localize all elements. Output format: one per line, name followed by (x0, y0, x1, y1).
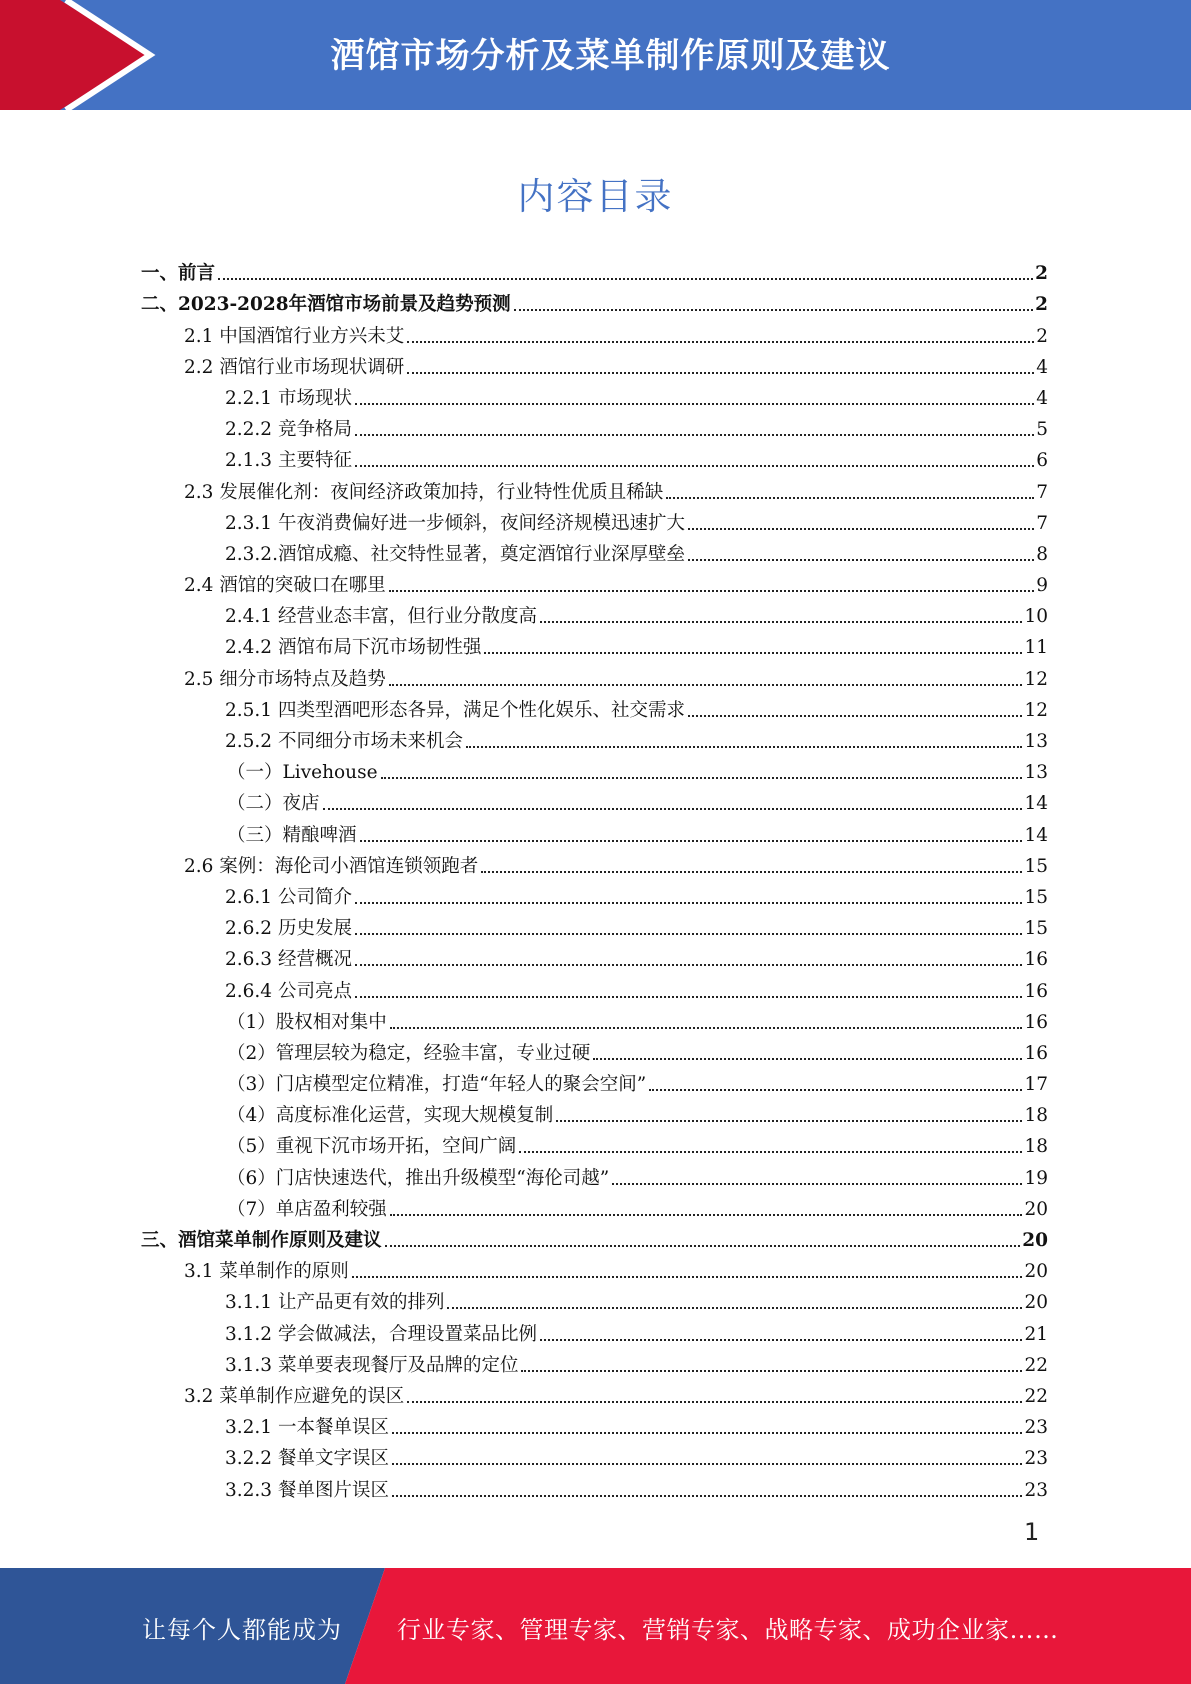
toc-dot-leader (381, 777, 1023, 779)
toc-entry-label: （4）高度标准化运营，实现大规模复制 (227, 1105, 554, 1127)
toc-entry-page: 18 (1024, 1136, 1048, 1158)
toc-dot-leader (352, 1276, 1023, 1278)
toc-dot-leader (519, 1151, 1022, 1153)
toc-entry-label: 2.2.2 竞争格局 (225, 419, 352, 441)
toc-entry[interactable] (141, 1252, 1048, 1283)
toc-entry-page: 7 (1036, 481, 1048, 503)
toc-dot-leader (355, 403, 1034, 405)
toc-entry-label: 2.3.1 午夜消费偏好进一步倾斜，夜间经济规模迅速扩大 (225, 512, 685, 534)
toc-entry[interactable] (141, 1377, 1048, 1408)
toc-entry[interactable] (141, 504, 1048, 535)
toc-entry[interactable] (141, 254, 1048, 285)
toc-entry-page: 16 (1024, 949, 1048, 971)
toc-entry-page: 2 (1035, 294, 1048, 316)
toc-dot-leader (323, 808, 1023, 810)
toc-entry[interactable] (141, 410, 1048, 441)
toc-entry-page: 7 (1036, 512, 1048, 534)
toc-entry[interactable] (141, 815, 1048, 846)
toc-entry[interactable] (141, 441, 1048, 472)
toc-dot-leader (355, 465, 1034, 467)
toc-entry-label: 2.5 细分市场特点及趋势 (184, 668, 386, 690)
toc-entry[interactable] (141, 1470, 1048, 1501)
toc-dot-leader (666, 497, 1034, 499)
toc-entry[interactable] (141, 597, 1048, 628)
toc-entry-page: 4 (1036, 387, 1048, 409)
toc-entry-page: 22 (1024, 1385, 1048, 1407)
toc-dot-leader (390, 1214, 1023, 1216)
toc-entry[interactable] (141, 566, 1048, 597)
toc-entry-page: 20 (1022, 1230, 1048, 1251)
toc-entry[interactable] (141, 1003, 1048, 1034)
toc-entry-label: 2.5.1 四类型酒吧形态各异，满足个性化娱乐、社交需求 (225, 699, 685, 721)
toc-entry-page: 14 (1024, 824, 1048, 846)
toc-entry[interactable] (141, 1096, 1048, 1127)
toc-entry-page: 13 (1024, 762, 1048, 784)
toc-entry[interactable] (141, 691, 1048, 722)
toc-dot-leader (407, 372, 1034, 374)
toc-dot-leader (484, 652, 1022, 654)
toc-entry[interactable] (141, 1408, 1048, 1439)
toc-dot-leader (385, 1245, 1021, 1247)
toc-entry[interactable] (141, 316, 1048, 347)
toc-entry-page: 9 (1036, 575, 1048, 597)
toc-entry-label: 2.6 案例：海伦司小酒馆连锁领跑者 (184, 855, 479, 877)
toc-entry-label: 2.6.1 公司简介 (225, 886, 352, 908)
toc-dot-leader (688, 528, 1034, 530)
toc-entry-page: 10 (1024, 606, 1048, 628)
toc-entry-page: 20 (1024, 1198, 1048, 1220)
toc-dot-leader (540, 1339, 1022, 1341)
toc-entry-label: 2.6.4 公司亮点 (225, 980, 352, 1002)
toc-dot-leader (407, 1401, 1022, 1403)
toc-entry-label: （5）重视下沉市场开拓，空间广阔 (227, 1136, 517, 1158)
toc-entry-label: 2.3 发展催化剂：夜间经济政策加持，行业特性优质且稀缺 (184, 481, 664, 503)
toc-dot-leader (612, 1183, 1022, 1185)
toc-dot-leader (447, 1307, 1022, 1309)
toc-entry-page: 8 (1036, 543, 1048, 565)
toc-dot-leader (389, 684, 1023, 686)
toc-dot-leader (355, 434, 1034, 436)
toc-entry[interactable] (141, 1190, 1048, 1221)
toc-entry[interactable] (141, 1346, 1048, 1377)
page-footer (0, 1568, 1191, 1684)
toc-entry-page: 16 (1024, 1042, 1048, 1064)
toc-entry-label: （6）门店快速迭代，推出升级模型“海伦司越” (227, 1167, 610, 1189)
toc-entry-page: 2 (1035, 263, 1048, 285)
toc-entry-page: 20 (1024, 1261, 1048, 1283)
toc-dot-leader (514, 309, 1033, 311)
toc-entry-label: 3.1 菜单制作的原则 (184, 1261, 349, 1283)
toc-entry-label: （7）单店盈利较强 (227, 1198, 387, 1220)
toc-entry[interactable] (141, 784, 1048, 815)
page-header (0, 0, 1191, 110)
toc-dot-leader (392, 1495, 1022, 1497)
toc-entry-page: 11 (1024, 637, 1048, 659)
toc-entry-page: 16 (1024, 980, 1048, 1002)
toc-entry[interactable] (141, 1065, 1048, 1096)
toc-entry-label: （1）股权相对集中 (227, 1011, 387, 1033)
toc-entry-label: 2.2 酒馆行业市场现状调研 (184, 356, 405, 378)
toc-entry[interactable] (141, 1439, 1048, 1470)
toc-dot-leader (540, 621, 1022, 623)
toc-dot-leader (355, 964, 1023, 966)
toc-entry-page: 21 (1024, 1323, 1048, 1345)
toc-entry[interactable] (141, 878, 1048, 909)
toc-dot-leader (360, 840, 1023, 842)
toc-entry-label: 2.6.3 经营概况 (225, 949, 352, 971)
toc-entry[interactable] (141, 472, 1048, 503)
toc-entry-label: （一）Livehouse (227, 762, 378, 784)
toc-entry-page: 12 (1024, 699, 1048, 721)
toc-entry[interactable] (141, 1314, 1048, 1345)
toc-entry-page: 23 (1024, 1479, 1048, 1501)
toc-entry-label: 3.1.2 学会做减法，合理设置菜品比例 (225, 1323, 537, 1345)
toc-dot-leader (392, 1463, 1022, 1465)
toc-entry[interactable] (141, 1127, 1048, 1158)
toc-entry-label: 3.2.1 一本餐单误区 (225, 1417, 389, 1439)
toc-entry[interactable] (141, 971, 1048, 1002)
toc-entry-label: 三、酒馆菜单制作原则及建议 (141, 1230, 382, 1251)
toc-entry[interactable] (141, 628, 1048, 659)
toc-entry-page: 15 (1024, 855, 1048, 877)
toc-entry-label: 2.3.2.酒馆成瘾、社交特性显著，奠定酒馆行业深厚壁垒 (225, 543, 685, 565)
toc-dot-leader (593, 1058, 1022, 1060)
toc-entry-label: 2.4 酒馆的突破口在哪里 (184, 575, 386, 597)
toc-entry[interactable] (141, 1221, 1048, 1252)
toc-entry-page: 13 (1024, 731, 1048, 752)
toc-entry-page: 4 (1036, 356, 1048, 378)
toc-entry-page: 15 (1024, 918, 1048, 940)
toc-entry[interactable] (141, 1158, 1048, 1189)
toc-entry-label: 2.4.1 经营业态丰富，但行业分散度高 (225, 606, 537, 628)
toc-entry[interactable] (141, 285, 1048, 316)
toc-dot-leader (390, 1027, 1023, 1029)
toc-entry-label: 2.4.2 酒馆布局下沉市场韧性强 (225, 637, 482, 659)
toc-entry-label: （3）门店模型定位精准，打造“年轻人的聚会空间” (227, 1074, 647, 1096)
toc-entry[interactable] (141, 940, 1048, 971)
toc-dot-leader (466, 746, 1022, 748)
toc-entry-page: 12 (1024, 668, 1048, 690)
page-number: 1 (1024, 1518, 1040, 1546)
toc-dot-leader (355, 933, 1023, 935)
toc-dot-leader (521, 1370, 1022, 1372)
toc-title: 内容目录 (517, 175, 674, 218)
toc-entry-page: 2 (1036, 325, 1048, 347)
toc-entry[interactable] (141, 659, 1048, 690)
toc-entry-label: 二、2023-2028年酒馆市场前景及趋势预测 (141, 294, 511, 316)
toc-entry-page: 15 (1024, 886, 1048, 908)
toc-entry[interactable] (141, 535, 1048, 566)
toc-entry[interactable] (141, 348, 1048, 379)
toc-entry-label: 2.2.1 市场现状 (225, 387, 352, 409)
toc-dot-leader (392, 1432, 1022, 1434)
toc-entry-page: 23 (1024, 1417, 1048, 1439)
toc-entry-page: 16 (1024, 1011, 1048, 1033)
footer-slogan-left: 让每个人都能成为 (142, 1616, 342, 1644)
toc-dot-leader (389, 590, 1034, 592)
header-title: 酒馆市场分析及菜单制作原则及建议 (330, 36, 891, 76)
table-of-contents (141, 254, 1048, 1502)
toc-entry-label: （三）精酿啤酒 (227, 824, 357, 846)
toc-entry-label: （2）管理层较为稳定，经验丰富，专业过硬 (227, 1042, 591, 1064)
toc-dot-leader (649, 1089, 1022, 1091)
toc-entry-label: （二）夜店 (227, 793, 320, 815)
toc-entry-label: 2.6.2 历史发展 (225, 918, 352, 940)
toc-dot-leader (688, 559, 1034, 561)
toc-entry-page: 6 (1036, 450, 1048, 472)
toc-entry[interactable] (141, 1034, 1048, 1065)
footer-slogan-right: 行业专家、管理专家、营销专家、战略专家、成功企业家…… (397, 1616, 1059, 1644)
toc-entry-page: 14 (1024, 793, 1048, 815)
toc-dot-leader (407, 341, 1034, 343)
toc-entry-label: 2.5.2 不同细分市场未来机会 (225, 731, 463, 752)
toc-dot-leader (481, 871, 1022, 873)
toc-entry[interactable] (141, 722, 1048, 753)
toc-entry[interactable] (141, 909, 1048, 940)
toc-entry-page: 18 (1024, 1105, 1048, 1127)
toc-dot-leader (355, 996, 1023, 998)
toc-entry-label: 3.1.1 让产品更有效的排列 (225, 1292, 445, 1314)
toc-entry-page: 17 (1024, 1074, 1048, 1096)
toc-entry[interactable] (141, 379, 1048, 410)
toc-dot-leader (688, 715, 1022, 717)
toc-entry-label: 3.1.3 菜单要表现餐厅及品牌的定位 (225, 1354, 519, 1376)
toc-entry-label: 2.1 中国酒馆行业方兴未艾 (184, 325, 405, 347)
toc-entry-label: 3.2.3 餐单图片误区 (225, 1479, 389, 1501)
toc-dot-leader (218, 278, 1033, 280)
toc-dot-leader (556, 1120, 1022, 1122)
toc-entry[interactable] (141, 847, 1048, 878)
toc-entry-page: 19 (1024, 1167, 1048, 1189)
toc-entry[interactable] (141, 753, 1048, 784)
toc-entry-label: 3.2.2 餐单文字误区 (225, 1448, 389, 1470)
toc-entry-label: 一、前言 (141, 263, 216, 285)
toc-dot-leader (355, 902, 1023, 904)
toc-entry-page: 20 (1024, 1292, 1048, 1314)
toc-entry-page: 22 (1024, 1354, 1048, 1376)
toc-entry[interactable] (141, 1283, 1048, 1314)
toc-entry-page: 5 (1036, 419, 1048, 441)
toc-entry-label: 3.2 菜单制作应避免的误区 (184, 1385, 405, 1407)
toc-entry-page: 23 (1024, 1448, 1048, 1470)
toc-entry-label: 2.1.3 主要特征 (225, 450, 352, 472)
